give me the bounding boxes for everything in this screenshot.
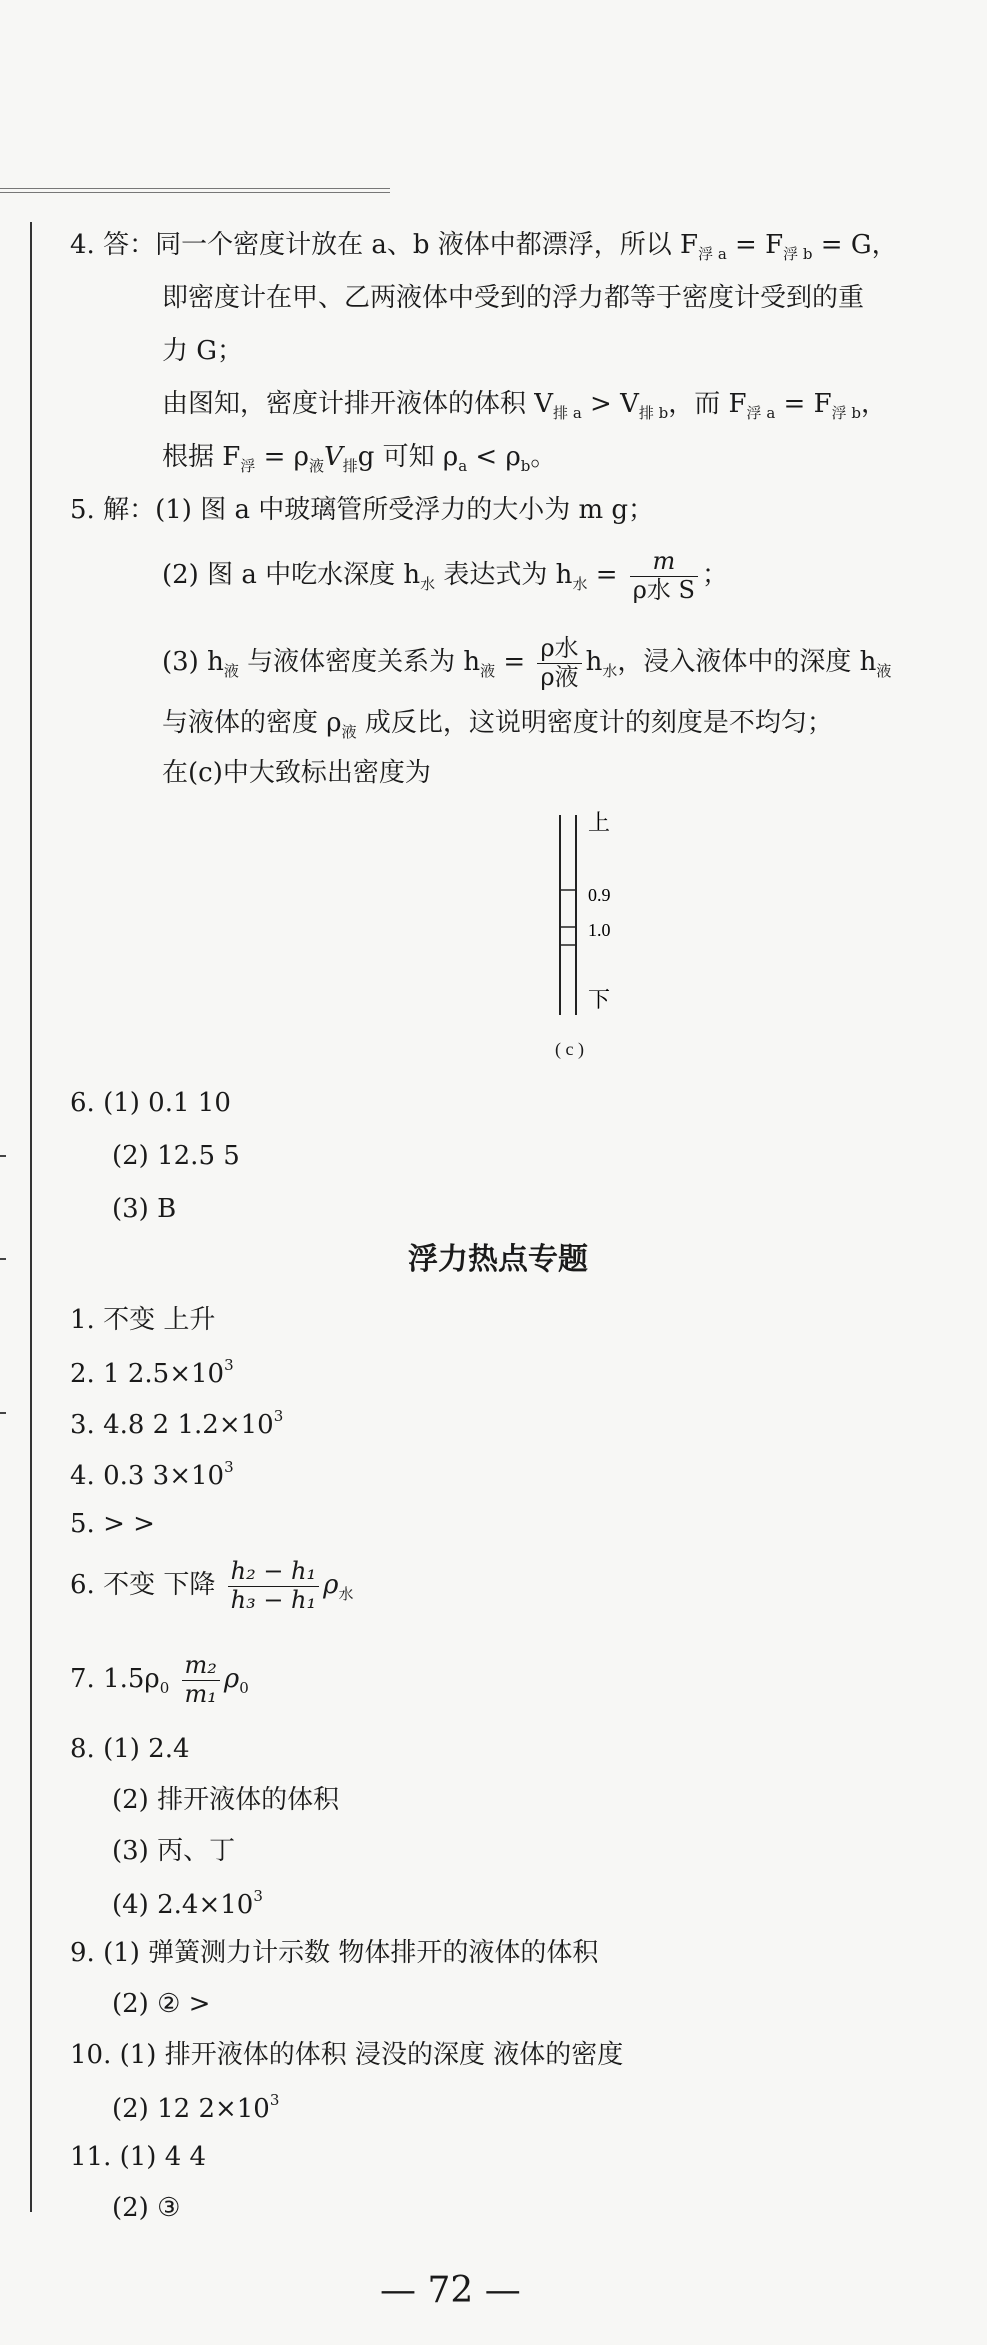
hot-item-8d: (4) $2.4\times 10^3$	[112, 1887, 263, 1920]
q5-line-3: (3) $h_液$ 与液体密度关系为 $h_液$ = $\frac{\text{ρ水}}{\text{ρ液}}$ $h_水$，浸入液体中的深度 $h_液$	[162, 634, 892, 691]
hot-item-10b: (2) 12 $2\times 10^3$	[112, 2091, 280, 2124]
hot-item-11a: 11. (1) 4 4	[70, 2142, 207, 2172]
figure-caption: ( c )	[555, 1039, 584, 1059]
fraction-h-water: $\frac{m}{\text{ρ水 S}}$	[630, 548, 698, 604]
hydrometer-figure	[540, 805, 660, 1045]
label-top: 上	[588, 811, 611, 836]
q6-line-2: (2) 12.5 5	[112, 1141, 240, 1171]
q4-line-2: 即密度计在甲、乙两液体中受到的浮力都等于密度计受到的重	[162, 283, 865, 313]
edge-mark	[0, 1412, 6, 1414]
q4-line-5: 根据 $F_浮 = \rho_液V_排g$ 可知 $\rho_a < \rho_b$。	[162, 442, 557, 475]
top-rule	[0, 188, 390, 193]
hot-item-5: 5. > >	[70, 1509, 155, 1539]
margin-rule	[30, 222, 32, 2212]
label-0.9: 0.9	[588, 885, 611, 905]
section-title: 浮力热点专题	[408, 1242, 588, 1277]
q5-line-2: (2) 图 a 中吃水深度 $h_水$ 表达式为 $h_水$ = $\frac{m}{\text{ρ水 S}}$ ；	[162, 547, 728, 604]
hot-item-8c: (3) 丙、丁	[112, 1836, 236, 1866]
hot-item-2: 2. 1 $2.5\times 10^3$	[70, 1356, 234, 1389]
q4-line-3: 力 G；	[162, 336, 244, 366]
q5-line-1: 5. 解：(1) 图 a 中玻璃管所受浮力的大小为 m g；	[70, 495, 655, 525]
edge-mark	[0, 1155, 6, 1157]
hot-item-6: 6. 不变 下降 $\frac{\text{h₂ − h₁}}{\text{h₃ − h₁}}$ $\rho_水$	[70, 1557, 354, 1614]
label-bottom: 下	[588, 988, 611, 1013]
hot-item-10a: 10. (1) 排开液体的体积 浸没的深度 液体的密度	[70, 2040, 624, 2070]
q5-line-4: 与液体的密度 $\rho_液$ 成反比，这说明密度计的刻度是不均匀；	[162, 708, 833, 741]
hot-item-7: 7. $1.5\rho_0$ $\frac{\text{m₂}}{\text{m₁}}$ $\rho_0$	[70, 1651, 249, 1708]
q6-line-1: 6. (1) 0.1 10	[70, 1088, 231, 1118]
hot-item-9a: 9. (1) 弹簧测力计示数 物体排开的液体的体积	[70, 1938, 599, 1968]
q4-line-4: 由图知，密度计排开液体的体积 $V_{排 a} > V_{排 b}$，而 $F_{浮 a} = F_{浮 b}$，	[162, 389, 888, 422]
fraction-density-ratio: $\frac{\text{ρ水}}{\text{ρ液}}$	[537, 635, 581, 691]
hot-item-8a: 8. (1) 2.4	[70, 1734, 190, 1764]
hot-item-9b: (2) ② >	[112, 1989, 211, 2019]
q4-line-1: 4. 答：同一个密度计放在 a、b 液体中都漂浮，所以 $F_{浮 a} = F_{浮 b} = G$，	[70, 230, 898, 263]
q6-line-3: (3) B	[112, 1194, 177, 1224]
hot-item-11b: (2) ③	[112, 2193, 181, 2223]
hot-item-8b: (2) 排开液体的体积	[112, 1785, 340, 1815]
hot-item-4: 4. 0.3 $3\times 10^3$	[70, 1458, 234, 1491]
edge-mark	[0, 1258, 6, 1260]
page-number: — 72 —	[380, 2270, 521, 2311]
hot-item-3: 3. 4.8 2 $1.2\times 10^3$	[70, 1407, 284, 1440]
hot-item-1: 1. 不变 上升	[70, 1305, 216, 1335]
fraction-h: $\frac{\text{h₂ − h₁}}{\text{h₃ − h₁}}$	[228, 1558, 320, 1614]
fraction-m: $\frac{\text{m₂}}{\text{m₁}}$	[182, 1652, 220, 1708]
label-1.0: 1.0	[588, 920, 611, 940]
q5-line-5: 在(c)中大致标出密度为	[162, 758, 431, 788]
